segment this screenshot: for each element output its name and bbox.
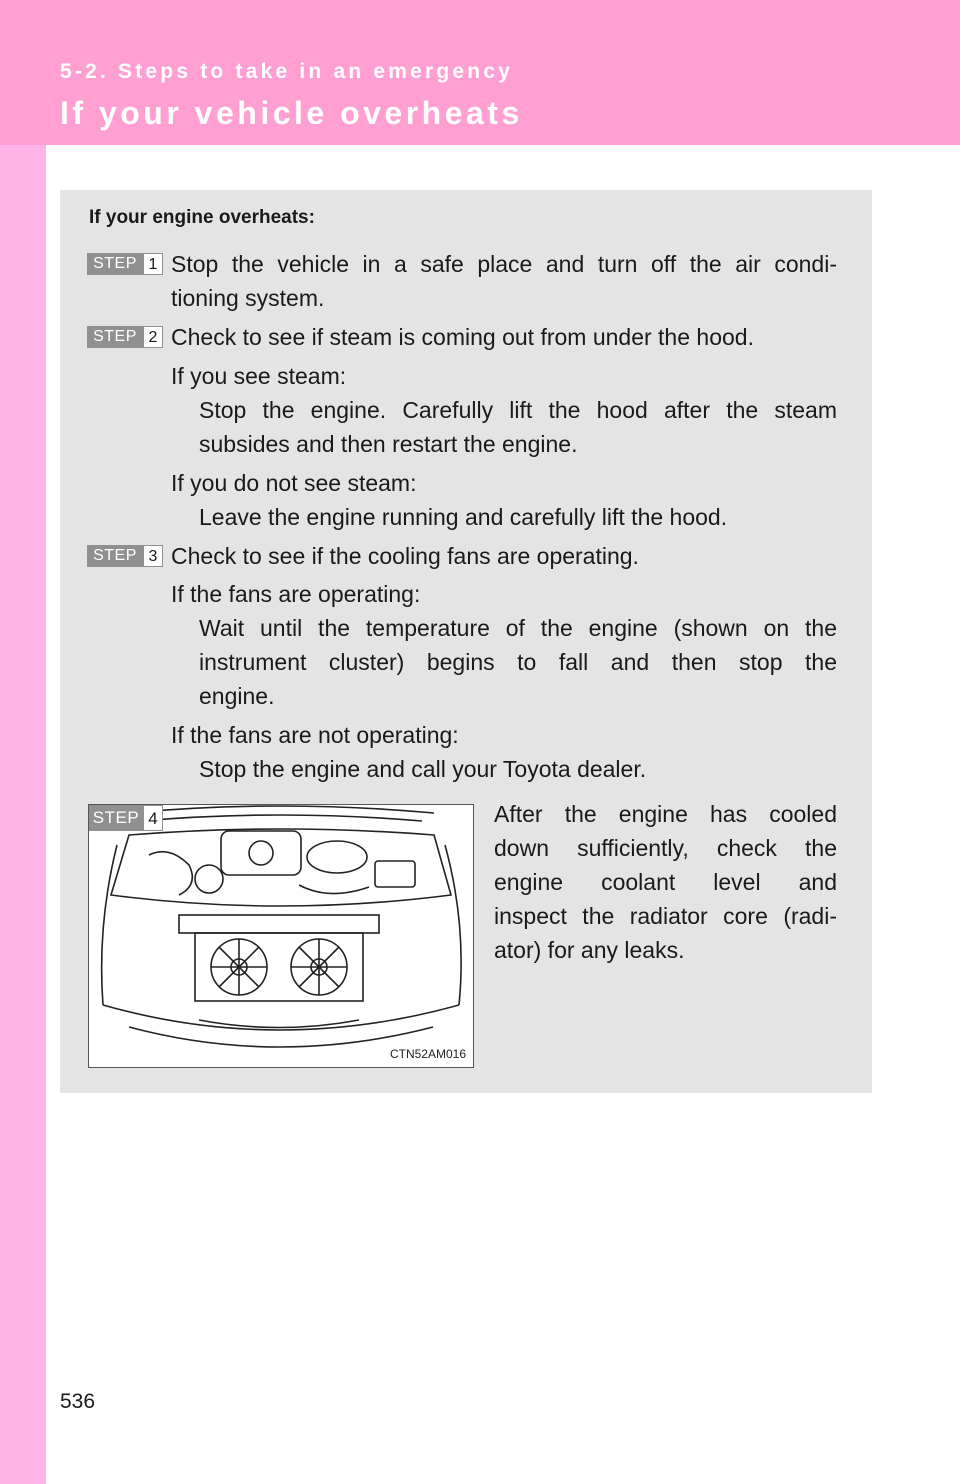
step-4-line: ator) for any leaks. <box>494 937 685 963</box>
side-tab-strip <box>0 145 46 1484</box>
condition-label: If the fans are not operating: <box>171 722 459 748</box>
page-title: If your vehicle overheats <box>60 95 523 131</box>
figure-code: CTN52AM016 <box>389 1047 466 1061</box>
step-badge-1 <box>87 253 163 275</box>
step-badge-4 <box>89 805 163 831</box>
step-4-line: down sufficiently, check the <box>494 835 837 861</box>
condition-line: Stop the engine and call your Toyota dealer. <box>199 756 647 782</box>
condition-line: subsides and then restart the engine. <box>199 431 578 457</box>
condition-line: Leave the engine running and carefully lift the hood. <box>199 504 728 530</box>
step-4-line: After the engine has cooled <box>494 801 837 827</box>
condition-line: Wait until the temperature of the engine (shown on the <box>199 615 837 641</box>
step-2-text: Check to see if steam is coming out from under the hood. <box>171 324 754 350</box>
condition-label: If you see steam: <box>171 363 347 389</box>
condition-line: engine. <box>199 683 275 709</box>
condition-label: If the fans are operating: <box>171 581 421 607</box>
step-badge-2 <box>87 326 163 348</box>
step-number: 2 <box>143 326 163 348</box>
step-number: 1 <box>143 253 163 275</box>
step-word: STEP <box>89 805 143 831</box>
step-word: STEP <box>87 326 143 348</box>
step-4-line: inspect the radiator core (radi- <box>494 903 837 929</box>
step-1-line-2: tioning system. <box>171 285 325 311</box>
condition-line: instrument cluster) begins to fall and then stop the <box>199 649 837 675</box>
engine-compartment-illustration <box>88 804 474 1068</box>
condition-label: If you do not see steam: <box>171 470 417 496</box>
engine-compartment-icon <box>89 805 473 1067</box>
panel-heading: If your engine overheats: <box>89 207 315 228</box>
step-number: 3 <box>143 545 163 567</box>
instructions-panel <box>60 190 872 1093</box>
step-badge-3 <box>87 545 163 567</box>
section-label: 5-2. Steps to take in an emergency <box>60 60 514 83</box>
step-word: STEP <box>87 253 143 275</box>
step-1-line-1: Stop the vehicle in a safe place and turn off the air condi- <box>171 251 837 277</box>
step-4-line: engine coolant level and <box>494 869 837 895</box>
step-number: 4 <box>143 805 163 831</box>
step-3-text: Check to see if the cooling fans are operating. <box>171 543 639 569</box>
step-word: STEP <box>87 545 143 567</box>
condition-line: Stop the engine. Carefully lift the hood after the steam <box>199 397 837 423</box>
page-number: 536 <box>60 1390 96 1413</box>
